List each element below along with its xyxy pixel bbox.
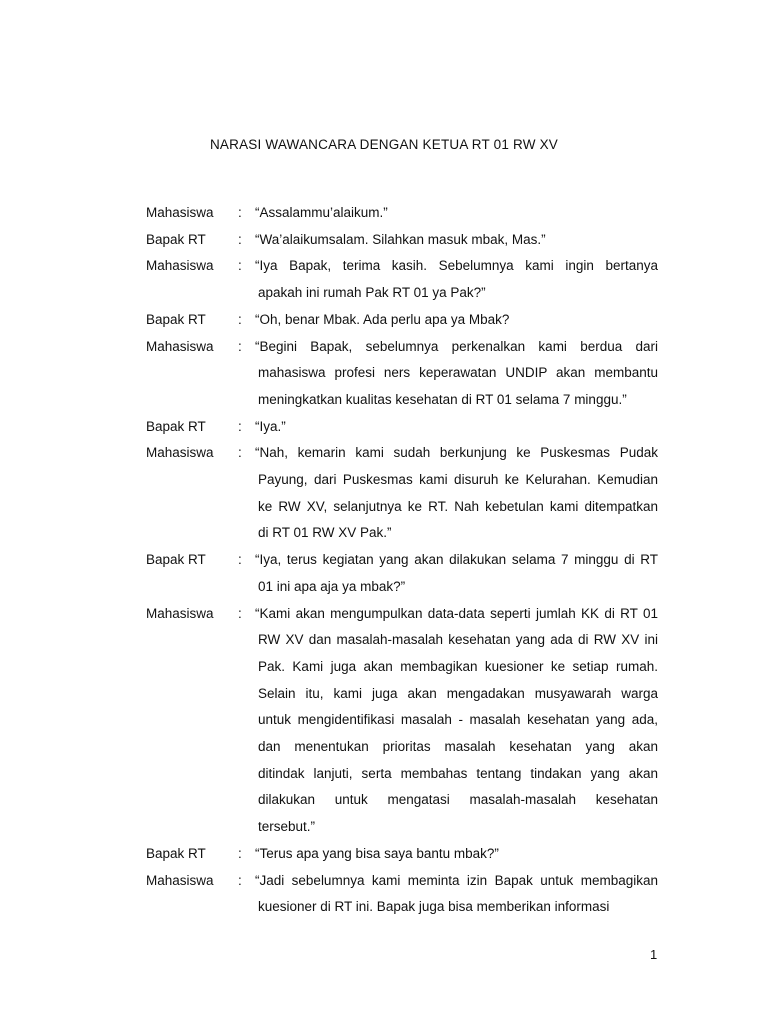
utterance-line: 01 ini apa aja ya mbak?” [258,578,406,594]
utterance-line: “Wa’alaikumsalam. Silahkan masuk mbak, Mas.” [255,231,546,247]
utterance [255,200,658,227]
speaker-colon: : [238,445,242,461]
utterance-line: meningkatkan kualitas kesehatan di RT 01 selama 7 minggu.” [258,391,627,407]
speaker-label: Mahasiswa [146,605,214,621]
dialogue-turn [146,414,658,441]
utterance [255,334,658,414]
speaker-label: Mahasiswa [146,205,214,220]
utterance-line: kuesioner di RT ini. Bapak juga bisa memberikan informasi [258,899,610,915]
dialogue-turn [146,547,658,600]
utterance-line: apakah ini rumah Pak RT 01 ya Pak?” [258,285,486,301]
speaker-label: Bapak RT [146,311,206,327]
page-number: 1 [650,947,658,962]
dialogue-transcript [146,200,658,921]
speaker-colon: : [238,258,242,274]
speaker-label: Mahasiswa [146,258,214,274]
speaker-colon: : [238,872,242,888]
utterance-line: untuk mengidentifikasi masalah - masalah kesehatan yang ada, [258,712,658,728]
utterance [255,253,658,306]
utterance-line: “Terus apa yang bisa saya bantu mbak?” [255,845,499,861]
utterance-line: di RT 01 RW XV Pak.” [258,525,392,541]
utterance-line: Pak. Kami juga akan membagikan kuesioner ke setiap rumah. [258,658,658,674]
utterance [255,414,658,441]
utterance-line: ke RW XV, selanjutnya ke RT. Nah kebetulan kami ditempatkan [258,498,658,514]
speaker-colon: : [238,205,242,220]
speaker-label: Bapak RT [146,552,206,568]
utterance-line: “Iya.” [255,418,286,434]
speaker-label: Bapak RT [146,845,206,861]
utterance-line: mahasiswa profesi ners keperawatan UNDIP akan membantu [258,365,658,381]
speaker-label: Bapak RT [146,418,206,434]
speaker-label: Mahasiswa [146,872,214,888]
dialogue-turn [146,440,658,547]
document-title: NARASI WAWANCARA DENGAN KETUA RT 01 RW XV [209,137,559,152]
utterance-line: RW XV dan masalah-masalah kesehatan yang ada di RW XV ini [258,632,658,648]
utterance-line: “Begini Bapak, sebelumnya perkenalkan kami berdua dari [255,338,658,354]
speaker-colon: : [238,552,242,568]
utterance-line: Payung, dari Puskesmas kami disuruh ke Kelurahan. Kemudian [258,472,658,488]
utterance [255,227,658,254]
utterance-line: “Oh, benar Mbak. Ada perlu apa ya Mbak? [255,311,510,327]
utterance-line: Selain itu, kami juga akan mengadakan musyawarah warga [258,685,658,701]
utterance-line: dan menentukan prioritas masalah kesehatan yang akan [258,739,658,755]
speaker-colon: : [238,605,242,621]
utterance [255,547,658,600]
speaker-colon: : [238,231,242,247]
dialogue-turn [146,227,658,254]
utterance-line: ditindak lanjuti, serta membahas tentang tindakan yang akan [258,765,658,781]
dialogue-turn [146,307,658,334]
dialogue-turn [146,601,658,841]
speaker-colon: : [238,845,242,861]
dialogue-turn [146,334,658,414]
dialogue-turn [146,253,658,306]
utterance-line: “Kami akan mengumpulkan data-data seperti jumlah KK di RT 01 [255,605,658,621]
utterance-line: “Nah, kemarin kami sudah berkunjung ke Puskesmas Pudak [255,445,658,461]
utterance [255,307,658,334]
speaker-label: Mahasiswa [146,445,214,461]
speaker-colon: : [238,311,242,327]
utterance-line: “Jadi sebelumnya kami meminta izin Bapak untuk membagikan [255,872,658,888]
dialogue-turn [146,200,658,227]
speaker-label: Mahasiswa [146,338,214,354]
utterance-line: “Iya, terus kegiatan yang akan dilakukan selama 7 minggu di RT [255,552,658,568]
utterance-line: tersebut.” [258,819,316,835]
dialogue-turn [146,868,658,921]
dialogue-turn [146,841,658,868]
utterance-line: “Assalammu’alaikum.” [255,205,388,220]
utterance [255,841,658,868]
utterance-line: “Iya Bapak, terima kasih. Sebelumnya kami ingin bertanya [255,258,658,274]
utterance [255,440,658,547]
speaker-colon: : [238,338,242,354]
speaker-label: Bapak RT [146,231,206,247]
utterance-line: dilakukan untuk mengatasi masalah-masalah kesehatan [258,792,658,808]
utterance [255,868,658,921]
speaker-colon: : [238,418,242,434]
utterance [255,601,658,841]
